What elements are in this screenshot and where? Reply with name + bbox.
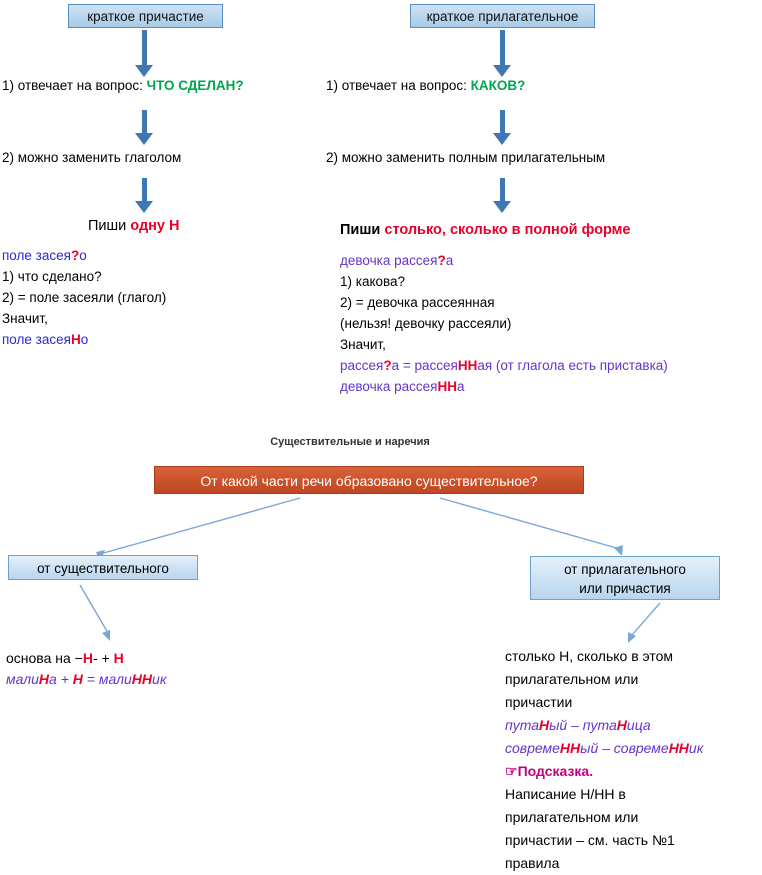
arrow-head-right-2 — [493, 133, 511, 145]
left-result-line1 — [6, 648, 166, 669]
arrow-head-right-3 — [493, 201, 511, 213]
right-result-line7: Написание Н/НН в — [505, 786, 626, 802]
left-example-line5 — [2, 329, 166, 350]
right-step1 — [326, 78, 525, 93]
left-res2-a: мали — [6, 671, 39, 687]
left-rule — [88, 218, 180, 234]
left-res2-n2: Н — [72, 671, 83, 687]
left-res2-d: ик — [152, 671, 167, 687]
arrow-shaft-right-2 — [500, 110, 505, 135]
right-ex6-c: ая (от глагола есть приставка) — [477, 358, 668, 373]
hint-label: Подсказка. — [517, 763, 594, 779]
right-ex1-a: девочка рассея — [340, 253, 438, 268]
right-step2: 2) можно заменить полным прилагательным — [326, 150, 606, 165]
branch-left-box — [8, 555, 198, 580]
short-adjective-title: краткое прилагательное — [426, 9, 579, 24]
right-ex1-q: ? — [437, 253, 446, 268]
right-rule-prefix: Пиши — [340, 222, 385, 238]
short-adjective-title-box — [410, 4, 595, 28]
arrow-shaft-left-2 — [142, 110, 147, 135]
left-result-line2 — [6, 669, 166, 690]
left-example-line1 — [2, 245, 166, 266]
right-result-hint — [505, 760, 703, 783]
right-result-block — [505, 645, 703, 875]
right-step1-prefix: 1) отвечает на вопрос: — [326, 78, 471, 93]
left-res2-c: = мали — [82, 671, 132, 687]
right-result-line9: причастии – см. часть №1 — [505, 832, 675, 848]
short-participle-title-box — [68, 4, 223, 28]
result-connectors — [0, 585, 762, 645]
right-step1-question: КАКОВ? — [470, 78, 526, 93]
left-res2-nn: НН — [131, 671, 153, 687]
right-result-line5 — [505, 737, 703, 760]
branch-left-label: от существительного — [37, 561, 169, 576]
left-example-line2: 1) что сделано? — [2, 269, 102, 284]
right-res4-a: пута — [505, 717, 539, 733]
left-res1-b: - + — [92, 650, 114, 666]
arrow-head-right-1 — [493, 65, 511, 77]
left-ex5-b: о — [80, 332, 89, 347]
left-step1 — [2, 78, 244, 93]
left-ex5-a: поле засея — [2, 332, 71, 347]
right-rule — [340, 222, 630, 238]
right-result-line3: причастии — [505, 694, 573, 710]
arrow-head-left-2 — [135, 133, 153, 145]
left-res1-a: основа на − — [6, 650, 83, 666]
left-res1-n2: Н — [113, 650, 124, 666]
short-participle-title: краткое причастие — [87, 9, 204, 24]
arrow-head-left-1 — [135, 65, 153, 77]
left-ex5-n: Н — [70, 332, 81, 347]
right-result-line1: столько Н, сколько в этом — [505, 648, 674, 664]
right-ex6-a: рассея — [340, 358, 384, 373]
left-rule-prefix: Пиши — [88, 218, 131, 234]
arrow-shaft-left-1 — [142, 30, 147, 67]
left-res2-n1: Н — [38, 671, 50, 687]
branch-right-label-line1: от прилагательного — [564, 562, 686, 577]
right-ex1-b: а — [445, 253, 454, 268]
right-res5-a: совреме — [505, 740, 560, 756]
right-example-line6 — [340, 355, 668, 376]
right-result-line8: прилагательном или — [505, 809, 639, 825]
arrow-shaft-left-3 — [142, 178, 147, 203]
right-res4-c: ица — [626, 717, 651, 733]
right-ex6-b: а = рассея — [391, 358, 458, 373]
arrow-head-left-3 — [135, 201, 153, 213]
right-rule-accent: столько, сколько в полной форме — [384, 222, 631, 238]
right-res5-c: ик — [688, 740, 704, 756]
left-ex1-a: поле засея — [2, 248, 71, 263]
right-ex7-nn: НН — [437, 379, 457, 394]
left-result-block — [6, 648, 166, 690]
left-ex1-b: о — [79, 248, 87, 263]
arrow-shaft-right-1 — [500, 30, 505, 67]
left-example-block — [2, 245, 166, 350]
left-step1-question: ЧТО СДЕЛАН? — [146, 78, 244, 93]
left-example-line3: 2) = поле засеяли (глагол) — [2, 290, 167, 305]
right-res5-n2: НН — [668, 740, 689, 756]
right-result-line4 — [505, 714, 703, 737]
right-res4-n2: Н — [616, 717, 627, 733]
pointing-hand-icon: ☞ — [505, 763, 518, 779]
branch-right-label-line2: или причастия — [579, 581, 671, 596]
right-ex7-a: девочка рассея — [340, 379, 438, 394]
right-res5-n1: НН — [559, 740, 581, 756]
right-res4-b: ый – пута — [549, 717, 617, 733]
right-example-line2: 1) какова? — [340, 274, 406, 289]
right-example-line7 — [340, 376, 668, 397]
left-rule-accent: одну Н — [130, 218, 180, 234]
right-example-line4: (нельзя! девочку рассеяли) — [340, 316, 512, 331]
left-example-line4: Значит, — [2, 311, 48, 326]
arrow-shaft-right-3 — [500, 178, 505, 203]
bottom-section-caption: Существительные и наречия — [270, 436, 430, 448]
origin-question-box — [154, 466, 584, 494]
left-res1-n1: Н — [82, 650, 93, 666]
right-res4-n1: Н — [539, 717, 550, 733]
right-example-line5: Значит, — [340, 337, 386, 352]
right-example-line3: 2) = девочка рассеянная — [340, 295, 495, 310]
left-ex1-q: ? — [70, 248, 80, 263]
right-ex6-q: ? — [383, 358, 392, 373]
right-ex6-nn: НН — [457, 358, 478, 373]
right-example-line1 — [340, 250, 668, 271]
origin-question-label: От какой части речи образовано существительное? — [200, 473, 538, 489]
right-ex7-b: а — [456, 379, 465, 394]
left-res2-b: а + — [49, 671, 73, 687]
left-step1-prefix: 1) отвечает на вопрос: — [2, 78, 147, 93]
right-result-line2: прилагательном или — [505, 671, 639, 687]
right-res5-b: ый – совреме — [580, 740, 669, 756]
left-step2: 2) можно заменить глаголом — [2, 150, 182, 165]
right-example-block — [340, 250, 668, 397]
right-result-line10: правила — [505, 855, 560, 871]
